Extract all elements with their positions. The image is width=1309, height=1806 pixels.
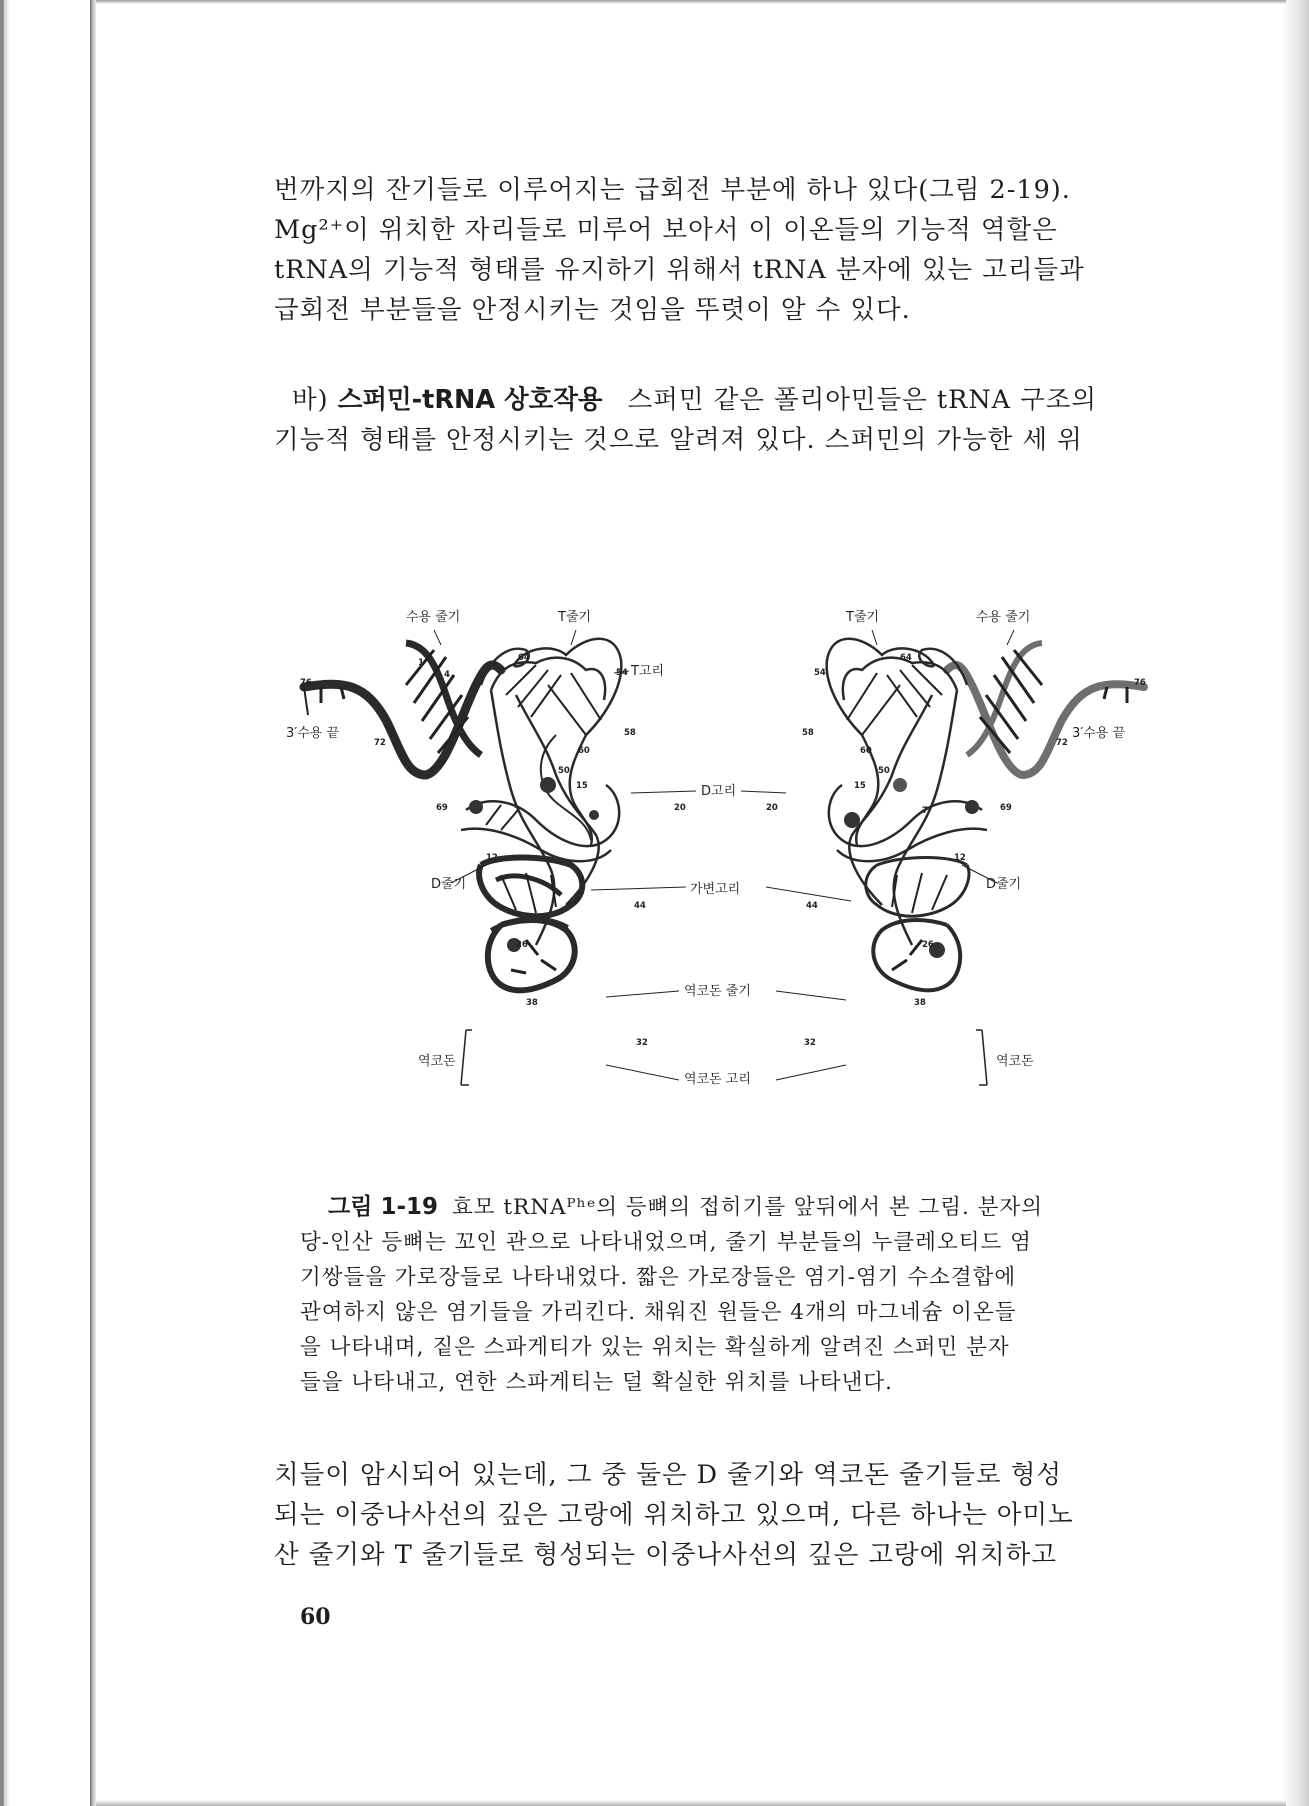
label-t-stem: T줄기 <box>558 610 592 625</box>
page-bottom-edge <box>96 1800 1286 1806</box>
num-1: 1 <box>418 658 424 668</box>
num-26-right: 26 <box>922 940 934 950</box>
figure-caption <box>300 1190 1150 1400</box>
caption-line: 관여하지 않은 염기들을 가리킨다. 채워진 원들은 4개의 마그네슘 이온들 <box>300 1300 1017 1325</box>
num-69-right: 69 <box>1000 803 1012 813</box>
label-d-loop: D고리 <box>701 784 737 799</box>
num-38-right: 38 <box>914 998 926 1008</box>
caption-line <box>300 1190 1150 1225</box>
section-first-line <box>274 380 1166 420</box>
trna-back-view <box>827 630 1144 1085</box>
trna-diagram <box>286 610 1162 1105</box>
paragraph-line: tRNA의 기능적 형태를 유지하기 위해서 tRNA 분자에 있는 고리들과 <box>274 255 1085 285</box>
num-12-right: 12 <box>954 853 966 863</box>
num-54-right: 54 <box>814 668 826 678</box>
section-line-rest: 스퍼민 같은 폴리아민들은 tRNA 구조의 <box>627 385 1098 415</box>
page-number: 60 <box>300 1604 331 1630</box>
page-top-edge <box>96 0 1286 4</box>
label-three-prime-end-right: 3′수용 끝 <box>1072 726 1126 741</box>
label-t-stem-right: T줄기 <box>846 610 880 625</box>
caption-line: 기쌍들을 가로장들로 나타내었다. 짧은 가로장들은 염기-염기 수소결합에 <box>300 1265 1017 1290</box>
num-50-right: 50 <box>878 766 890 776</box>
num-76-right: 76 <box>1134 678 1146 688</box>
paragraph-bottom <box>274 1455 1166 1575</box>
num-76: 76 <box>300 678 312 688</box>
num-32-right: 32 <box>804 1038 816 1048</box>
section-paragraph <box>274 380 1166 460</box>
num-26: 26 <box>516 940 528 950</box>
label-d-stem: D줄기 <box>431 877 467 892</box>
paragraph-top <box>274 170 1166 330</box>
caption-line: 당-인산 등뼈는 꼬인 관으로 나타내었으며, 줄기 부분들의 누클레오티드 염 <box>300 1230 1032 1255</box>
num-60-right: 60 <box>860 746 872 756</box>
caption-line-1: 효모 tRNAᴾʰᵉ의 등뼈의 접히기를 앞뒤에서 본 그림. 분자의 <box>452 1195 1043 1220</box>
num-38: 38 <box>526 998 538 1008</box>
num-58-right: 58 <box>802 728 814 738</box>
label-acceptor-stem: 수용 줄기 <box>406 610 461 625</box>
num-7: 7 <box>514 806 520 816</box>
num-64: 64 <box>518 653 530 663</box>
paragraph-line: 되는 이중나사선의 깊은 고랑에 위치하고 있으며, 다른 하나는 아미노 <box>274 1500 1074 1530</box>
label-anticodon-right: 역코돈 <box>996 1054 1034 1069</box>
label-variable-loop: 가변고리 <box>690 882 741 897</box>
paragraph-line: 치들이 암시되어 있는데, 그 중 둘은 D 줄기와 역코돈 줄기들로 형성 <box>274 1460 1063 1490</box>
trna-front-view <box>286 609 736 1085</box>
section-second-line: 기능적 형태를 안정시키는 것으로 알려져 있다. 스퍼민의 가능한 세 위 <box>274 425 1083 455</box>
num-15-right: 15 <box>854 781 866 791</box>
caption-label: 그림 1-19 <box>328 1194 438 1220</box>
num-54: 54 <box>616 668 628 678</box>
num-20: 20 <box>674 803 686 813</box>
paragraph-line: 번까지의 잔기들로 이루어지는 급회전 부분에 하나 있다(그림 2-19). <box>274 175 1071 205</box>
paragraph-line: 급회전 부분들을 안정시키는 것임을 뚜렷이 알 수 있다. <box>274 295 911 325</box>
label-three-prime-end: 3′수용 끝 <box>286 726 340 741</box>
num-44: 44 <box>634 901 646 911</box>
paragraph-line: Mg²⁺이 위치한 자리들로 미루어 보아서 이 이온들의 기능적 역할은 <box>274 215 1058 245</box>
label-anticodon-loop: 역코돈 고리 <box>684 1072 751 1087</box>
num-15: 15 <box>576 781 588 791</box>
num-64-right: 64 <box>900 653 912 663</box>
num-72-right: 72 <box>1056 738 1068 748</box>
num-72: 72 <box>374 738 386 748</box>
label-acceptor-stem-right: 수용 줄기 <box>976 610 1031 625</box>
label-d-stem-right: D줄기 <box>986 877 1022 892</box>
num-4: 4 <box>444 670 450 680</box>
section-heading: 스퍼민-tRNA 상호작용 <box>337 385 603 415</box>
num-50: 50 <box>558 766 570 776</box>
label-t-loop: T고리 <box>631 664 665 679</box>
paragraph-line: 산 줄기와 T 줄기들로 형성되는 이중나사선의 깊은 고랑에 위치하고 <box>274 1540 1057 1570</box>
label-anticodon: 역코돈 <box>418 1054 456 1069</box>
num-32: 32 <box>636 1038 648 1048</box>
num-44-right: 44 <box>806 901 818 911</box>
num-7-right: 7 <box>922 806 928 816</box>
caption-line: 을 나타내며, 짙은 스파게티가 있는 위치는 확실하게 알려진 스퍼민 분자 <box>300 1335 1010 1360</box>
num-20-right: 20 <box>766 803 778 813</box>
num-58: 58 <box>624 728 636 738</box>
label-anticodon-stem: 역코돈 줄기 <box>684 984 751 999</box>
num-69: 69 <box>436 803 448 813</box>
caption-line: 들을 나타내고, 연한 스파게티는 덜 확실한 위치를 나타낸다. <box>300 1370 893 1395</box>
trna-figure <box>286 610 1162 1105</box>
section-marker: 바) <box>292 385 329 415</box>
num-60: 60 <box>578 746 590 756</box>
num-12: 12 <box>486 853 498 863</box>
